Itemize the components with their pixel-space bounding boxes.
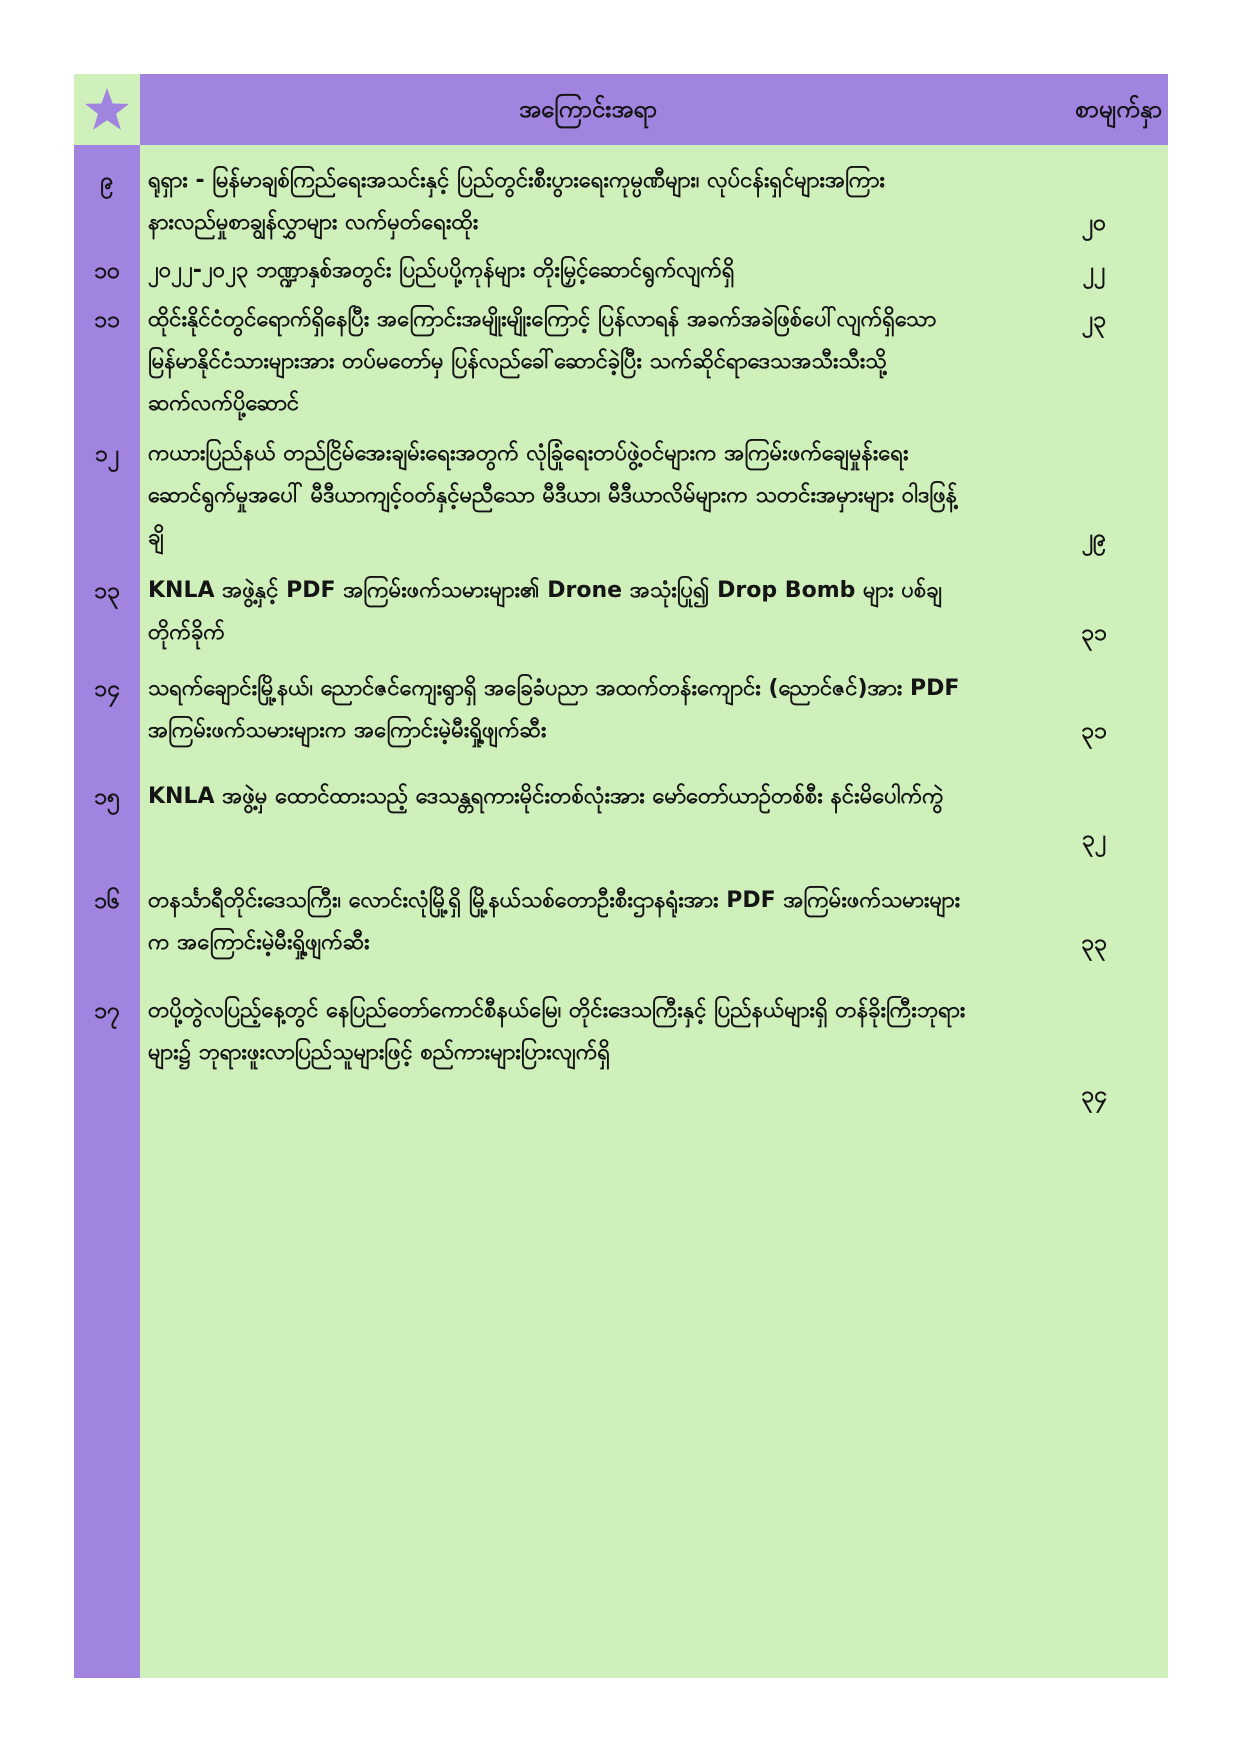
entry-title: ထိုင်းနိုင်ငံတွင်ရောက်ရှိနေပြီး အကြောင်းအမျိုးမျိုးကြောင့် ပြန်လာရန် အခက်အခဲဖြစ်ပေါ်လျက်ရှိသော မြန်မာနိုင်ငံသားများအား တပ်မတော်မှ ပြန်လည်ခေါ်ဆောင်ခဲ့ပြီး သက်ဆိုင်ရာဒေသအသီးသီးသို့ ဆက်လက်ပို့ဆောင်	[148, 307, 937, 416]
entry-page: ၂၉	[1081, 525, 1107, 551]
entry-title: ရုရှား - မြန်မာချစ်ကြည်ရေးအသင်းနှင့် ပြည်တွင်းစီးပွားရေးကုမ္ပဏီများ၊ လုပ်ငန်းရှင်များအကြား နားလည်မှုစာချွန်လွှာများ လက်မှတ်ရေးထိုး	[148, 168, 885, 235]
entry-page: ၃၃	[1081, 930, 1107, 956]
entry-title: KNLA အဖွဲ့နှင့် PDF အကြမ်းဖက်သမားများ၏ Drone အသုံးပြု၍ Drop Bomb များ ပစ်ချတိုက်ခိုက်	[148, 578, 943, 645]
toc-entry[interactable]	[74, 160, 1168, 244]
toc-entry[interactable]	[74, 433, 1168, 559]
header-title: အကြောင်းအရာ	[519, 95, 657, 123]
entry-page: ၃၄	[1081, 1082, 1107, 1108]
toc-entry[interactable]	[74, 570, 1168, 654]
entry-number: ၁၇	[94, 998, 120, 1024]
entry-number: ၁၃	[94, 578, 120, 604]
toc-entry[interactable]	[74, 990, 1168, 1116]
entry-page: ၃၂	[1081, 826, 1107, 852]
entry-number: ၁၂	[94, 441, 120, 467]
table-of-contents	[74, 74, 1168, 1678]
entry-title: တနင်္သာရီတိုင်းဒေသကြီး၊ လောင်းလုံမြို့ရှိ မြို့နယ်သစ်တောဦးစီးဌာနရုံးအား PDF အကြမ်းဖက်သမားများက အကြောင်းမဲ့မီးရှို့ဖျက်ဆီး	[148, 888, 961, 955]
toc-entry[interactable]	[74, 776, 1168, 860]
toc-entry[interactable]	[74, 250, 1168, 292]
star-icon	[82, 85, 132, 135]
entry-number: ၁၁	[94, 307, 120, 333]
entry-number: ၉	[100, 168, 114, 194]
entry-title: သရက်ချောင်းမြို့နယ်၊ ညောင်ဇင်ကျေးရွာရှိ အခြေခံပညာ အထက်တန်းကျောင်း (ညောင်ဇင်)အား PDF အကြမ်းဖက်သမားများက အကြောင်းမဲ့မီးရှို့ဖျက်ဆီး	[148, 676, 960, 743]
entry-number: ၁၄	[94, 676, 120, 702]
toc-entry[interactable]	[74, 299, 1168, 425]
entry-title: တပို့တွဲလပြည့်နေ့တွင် နေပြည်တော်ကောင်စီနယ်မြေ၊ တိုင်းဒေသကြီးနှင့် ပြည်နယ်များရှိ တန်ခိုးကြီးဘုရားများ၌ ဘုရားဖူးလာပြည်သူများဖြင့် စည်ကားများပြားလျက်ရှိ	[148, 998, 966, 1065]
entry-page: ၃၁	[1081, 620, 1107, 646]
entry-number: ၁၆	[94, 888, 120, 914]
star-cell	[74, 74, 140, 145]
entry-title: ၂၀၂၂-၂၀၂၃ ဘဏ္ဍာနှစ်အတွင်း ပြည်ပပို့ကုန်များ တိုးမြှင့်ဆောင်ရွက်လျက်ရှိ	[148, 258, 735, 283]
entry-page: ၂၂	[1082, 258, 1106, 284]
header-page-label: စာမျက်နှာ	[1075, 95, 1162, 123]
entry-page: ၂၃	[1081, 307, 1107, 333]
toc-entry[interactable]	[74, 880, 1168, 964]
entry-number: ၁၅	[94, 784, 120, 810]
toc-entry[interactable]	[74, 668, 1168, 752]
entry-page: ၃၁	[1081, 718, 1107, 744]
entry-title: KNLA အဖွဲ့မှ ထောင်ထားသည့် ဒေသန္တရကားမိုင်းတစ်လုံးအား မော်တော်ယာဉ်တစ်စီး နင်းမိပေါက်ကွဲ	[148, 784, 944, 809]
entry-number: ၁၀	[94, 258, 120, 284]
entry-page: ၂၀	[1081, 210, 1107, 236]
header-bar	[140, 74, 1168, 145]
entry-title: ကယားပြည်နယ် တည်ငြိမ်အေးချမ်းရေးအတွက် လုံခြုံရေးတပ်ဖွဲ့ဝင်များက အကြမ်းဖက်ချေမှုန်းရေးဆောင်ရွက်မှုအပေါ် မီဒီယာကျင့်ဝတ်နှင့်မညီသော မီဒီယာ၊ မီဒီယာလိမ်များက သတင်းအမှားများ ဝါဒဖြန့်ချိ	[148, 441, 958, 550]
